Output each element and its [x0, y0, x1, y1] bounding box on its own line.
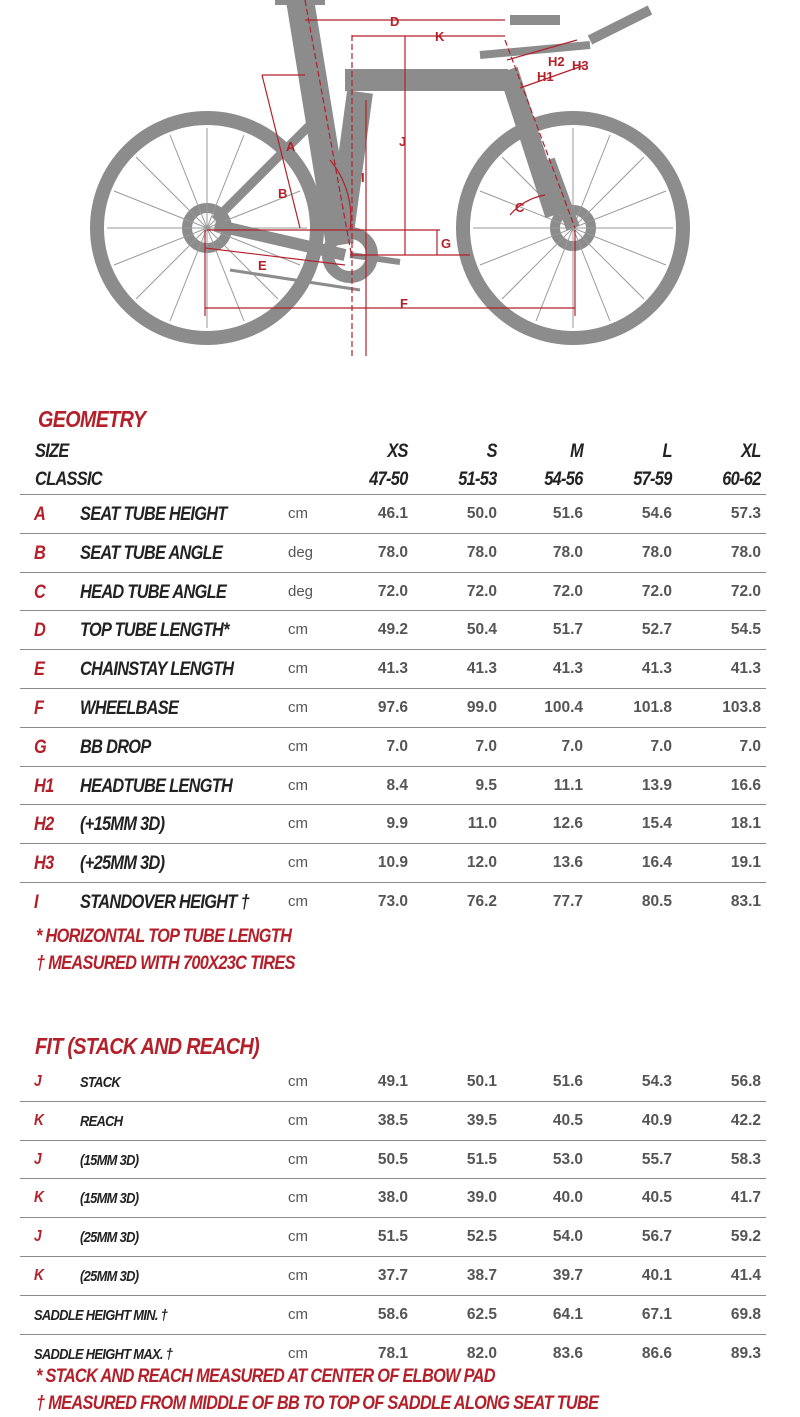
value-xs: 7.0	[386, 737, 408, 755]
value-xs: 9.9	[386, 815, 408, 833]
row-name: SADDLE HEIGHT MAX. †	[34, 1345, 173, 1363]
row-unit: cm	[288, 1228, 308, 1246]
value-xs: 37.7	[377, 1266, 408, 1284]
row-code: I	[34, 891, 38, 913]
label-a: A	[286, 139, 296, 154]
row-code: C	[34, 581, 46, 603]
value-xl: 72.0	[730, 582, 761, 600]
row-code: K	[34, 1111, 44, 1129]
value-xl: 56.8	[730, 1073, 761, 1090]
value-s: 76.2	[466, 892, 497, 910]
row-code: J	[34, 1073, 41, 1090]
value-s: 9.5	[475, 776, 497, 794]
classic-header-xl: 60-62	[722, 469, 761, 490]
value-xs: 38.0	[377, 1189, 408, 1207]
row-name: (+25MM 3D)	[80, 853, 165, 875]
value-l: 54.3	[641, 1073, 672, 1090]
row-code: D	[34, 620, 46, 642]
table-row	[20, 573, 766, 612]
value-xs: 97.6	[377, 698, 408, 716]
value-s: 51.5	[466, 1150, 497, 1168]
table-row	[20, 1179, 766, 1218]
row-name: WHEELBASE	[80, 697, 179, 719]
value-l: 40.9	[641, 1111, 672, 1129]
value-s: 72.0	[466, 582, 497, 600]
classic-header-s: 51-53	[458, 469, 497, 490]
value-l: 67.1	[641, 1305, 672, 1323]
value-xl: 41.4	[730, 1266, 761, 1284]
value-s: 39.0	[466, 1189, 497, 1207]
value-l: 40.5	[641, 1189, 672, 1207]
row-code: H1	[34, 775, 54, 797]
label-h2: H2	[548, 54, 565, 69]
value-l: 16.4	[641, 854, 672, 872]
classic-header-l: 57-59	[633, 469, 672, 490]
label-j: J	[399, 134, 407, 149]
table-row	[20, 1257, 766, 1296]
size-label: SIZE	[35, 441, 69, 462]
table-row	[20, 611, 766, 650]
value-s: 12.0	[466, 854, 497, 872]
value-xl: 59.2	[730, 1228, 761, 1246]
value-m: 78.0	[552, 543, 583, 561]
value-m: 77.7	[552, 892, 583, 910]
row-code: B	[34, 542, 46, 564]
value-m: 12.6	[552, 815, 583, 833]
value-xl: 89.3	[730, 1344, 761, 1362]
value-m: 40.0	[552, 1189, 583, 1207]
value-m: 100.4	[544, 698, 583, 716]
value-l: 80.5	[641, 892, 672, 910]
value-xs: 50.5	[377, 1150, 408, 1168]
label-i: I	[361, 170, 365, 185]
value-xl: 69.8	[730, 1305, 761, 1323]
row-unit: cm	[288, 505, 308, 522]
value-xs: 73.0	[377, 892, 408, 910]
row-name: TOP TUBE LENGTH*	[80, 620, 229, 642]
value-s: 50.1	[466, 1073, 497, 1090]
value-s: 62.5	[466, 1305, 497, 1323]
row-unit: cm	[288, 1305, 308, 1323]
value-m: 11.1	[553, 776, 583, 794]
value-l: 7.0	[650, 737, 672, 755]
value-s: 82.0	[466, 1344, 497, 1362]
table-row	[20, 1102, 766, 1141]
value-xs: 10.9	[377, 854, 408, 872]
table-row	[20, 495, 766, 534]
classic-header-m: 54-56	[544, 469, 583, 490]
value-m: 54.0	[552, 1228, 583, 1246]
label-d: D	[390, 14, 400, 29]
row-unit: cm	[288, 737, 308, 755]
value-xs: 78.0	[377, 543, 408, 561]
value-xl: 18.1	[730, 815, 761, 833]
row-unit: cm	[288, 854, 308, 872]
value-s: 7.0	[475, 737, 497, 755]
value-xs: 38.5	[377, 1111, 408, 1129]
table-row	[20, 767, 766, 806]
row-code: K	[34, 1266, 44, 1284]
row-name: (15MM 3D)	[80, 1190, 139, 1208]
row-code: J	[34, 1150, 41, 1168]
table-row	[20, 844, 766, 883]
value-xs: 46.1	[377, 505, 408, 522]
row-name: SADDLE HEIGHT MIN. †	[34, 1306, 168, 1324]
value-m: 13.6	[552, 854, 583, 872]
value-xs: 78.1	[377, 1344, 408, 1362]
table-row	[20, 1063, 766, 1102]
value-s: 39.5	[466, 1111, 497, 1129]
row-name: STACK	[80, 1074, 121, 1091]
label-e: E	[258, 258, 267, 273]
value-m: 39.7	[552, 1266, 583, 1284]
row-code: G	[34, 736, 47, 758]
value-l: 54.6	[641, 505, 672, 522]
value-m: 40.5	[552, 1111, 583, 1129]
value-xs: 41.3	[377, 660, 408, 678]
row-name: (25MM 3D)	[80, 1267, 139, 1285]
value-xs: 72.0	[377, 582, 408, 600]
row-unit: cm	[288, 1111, 308, 1129]
table-row	[20, 1296, 766, 1335]
value-xs: 49.1	[377, 1073, 408, 1090]
value-xl: 42.2	[730, 1111, 761, 1129]
row-unit: cm	[288, 776, 308, 794]
table-row	[20, 689, 766, 728]
fit-note-2: † MEASURED FROM MIDDLE OF BB TO TOP OF SADDLE ALONG SEAT TUBE	[36, 1393, 599, 1414]
label-h1: H1	[537, 69, 554, 84]
value-m: 53.0	[552, 1150, 583, 1168]
row-unit: cm	[288, 1344, 308, 1362]
size-header-m: M	[570, 441, 583, 462]
bike-silhouette	[97, 0, 683, 338]
row-code: E	[34, 659, 45, 681]
label-b: B	[278, 186, 288, 201]
value-m: 51.6	[552, 505, 583, 522]
value-xs: 8.4	[386, 776, 408, 794]
value-s: 52.5	[466, 1228, 497, 1246]
row-unit: cm	[288, 1266, 308, 1284]
size-header-xs: XS	[387, 441, 408, 462]
row-unit: cm	[288, 621, 308, 639]
value-xl: 58.3	[730, 1150, 761, 1168]
size-header-xl: XL	[741, 441, 761, 462]
value-m: 41.3	[552, 660, 583, 678]
value-xl: 16.6	[730, 776, 761, 794]
row-code: J	[34, 1228, 41, 1246]
value-xl: 41.7	[730, 1189, 761, 1207]
label-h3: H3	[572, 58, 589, 73]
classic-label: CLASSIC	[35, 469, 102, 490]
value-l: 52.7	[641, 621, 672, 639]
row-name: HEAD TUBE ANGLE	[80, 581, 227, 603]
value-m: 51.6	[552, 1073, 583, 1090]
row-unit: cm	[288, 698, 308, 716]
geometry-title: GEOMETRY	[38, 406, 146, 432]
value-s: 50.4	[466, 621, 497, 639]
value-s: 78.0	[466, 543, 497, 561]
row-code: H3	[34, 853, 54, 875]
row-code: A	[34, 504, 46, 525]
value-xl: 7.0	[739, 737, 761, 755]
row-unit: deg	[288, 582, 314, 600]
table-row	[20, 1218, 766, 1257]
geometry-table	[20, 494, 766, 921]
row-unit: cm	[288, 815, 308, 833]
size-header-l: L	[662, 441, 672, 462]
value-l: 86.6	[641, 1344, 672, 1362]
bike-illustration	[0, 0, 800, 360]
size-header-s: S	[486, 441, 497, 462]
label-c: C	[515, 200, 525, 215]
label-k: K	[435, 29, 445, 44]
value-l: 101.8	[633, 698, 672, 716]
value-m: 83.6	[552, 1344, 583, 1362]
row-name: STANDOVER HEIGHT †	[80, 891, 249, 913]
value-xl: 41.3	[730, 660, 761, 678]
row-code: K	[34, 1189, 44, 1207]
value-l: 55.7	[641, 1150, 672, 1168]
value-l: 40.1	[641, 1266, 672, 1284]
value-l: 15.4	[641, 815, 672, 833]
value-xl: 83.1	[730, 892, 761, 910]
value-xl: 54.5	[730, 621, 761, 639]
row-name: BB DROP	[80, 736, 151, 758]
row-name: CHAINSTAY LENGTH	[80, 659, 234, 681]
table-row	[20, 534, 766, 573]
value-s: 11.0	[467, 815, 497, 833]
row-name: SEAT TUBE ANGLE	[80, 542, 223, 564]
row-name: HEADTUBE LENGTH	[80, 775, 233, 797]
value-m: 64.1	[552, 1305, 583, 1323]
table-row	[20, 728, 766, 767]
value-s: 50.0	[466, 505, 497, 522]
table-row	[20, 1141, 766, 1180]
geometry-note-2: † MEASURED WITH 700X23C TIRES	[36, 953, 295, 974]
bike-geometry-diagram	[0, 0, 800, 360]
value-l: 78.0	[641, 543, 672, 561]
table-row	[20, 883, 766, 921]
geometry-note-1: * HORIZONTAL TOP TUBE LENGTH	[36, 926, 292, 947]
row-unit: cm	[288, 892, 308, 910]
value-xs: 58.6	[377, 1305, 408, 1323]
value-xs: 49.2	[377, 621, 408, 639]
row-unit: cm	[288, 660, 308, 678]
value-m: 51.7	[552, 621, 583, 639]
row-name: REACH	[80, 1112, 123, 1130]
row-unit: cm	[288, 1189, 308, 1207]
row-name: (+15MM 3D)	[80, 814, 165, 836]
row-code: F	[34, 697, 44, 719]
value-s: 38.7	[466, 1266, 497, 1284]
label-f: F	[400, 296, 408, 311]
row-unit: deg	[288, 543, 314, 561]
table-row	[20, 805, 766, 844]
row-name: (25MM 3D)	[80, 1229, 139, 1247]
value-xl: 57.3	[730, 505, 761, 522]
table-row	[20, 650, 766, 689]
fit-note-1: * STACK AND REACH MEASURED AT CENTER OF ELBOW PAD	[36, 1366, 495, 1387]
row-name: SEAT TUBE HEIGHT	[80, 504, 227, 525]
value-m: 7.0	[561, 737, 583, 755]
fit-title: FIT (STACK AND REACH)	[35, 1033, 259, 1059]
value-l: 13.9	[641, 776, 672, 794]
value-s: 99.0	[466, 698, 497, 716]
value-xl: 103.8	[722, 698, 761, 716]
value-l: 72.0	[641, 582, 672, 600]
fit-table	[20, 1063, 766, 1372]
row-code: H2	[34, 814, 54, 836]
value-l: 41.3	[641, 660, 672, 678]
value-xl: 78.0	[730, 543, 761, 561]
value-xs: 51.5	[377, 1228, 408, 1246]
value-m: 72.0	[552, 582, 583, 600]
value-xl: 19.1	[730, 854, 761, 872]
value-s: 41.3	[466, 660, 497, 678]
label-g: G	[441, 236, 452, 251]
row-name: (15MM 3D)	[80, 1151, 139, 1169]
value-l: 56.7	[641, 1228, 672, 1246]
row-unit: cm	[288, 1073, 308, 1090]
row-unit: cm	[288, 1150, 308, 1168]
classic-header-xs: 47-50	[369, 469, 408, 490]
